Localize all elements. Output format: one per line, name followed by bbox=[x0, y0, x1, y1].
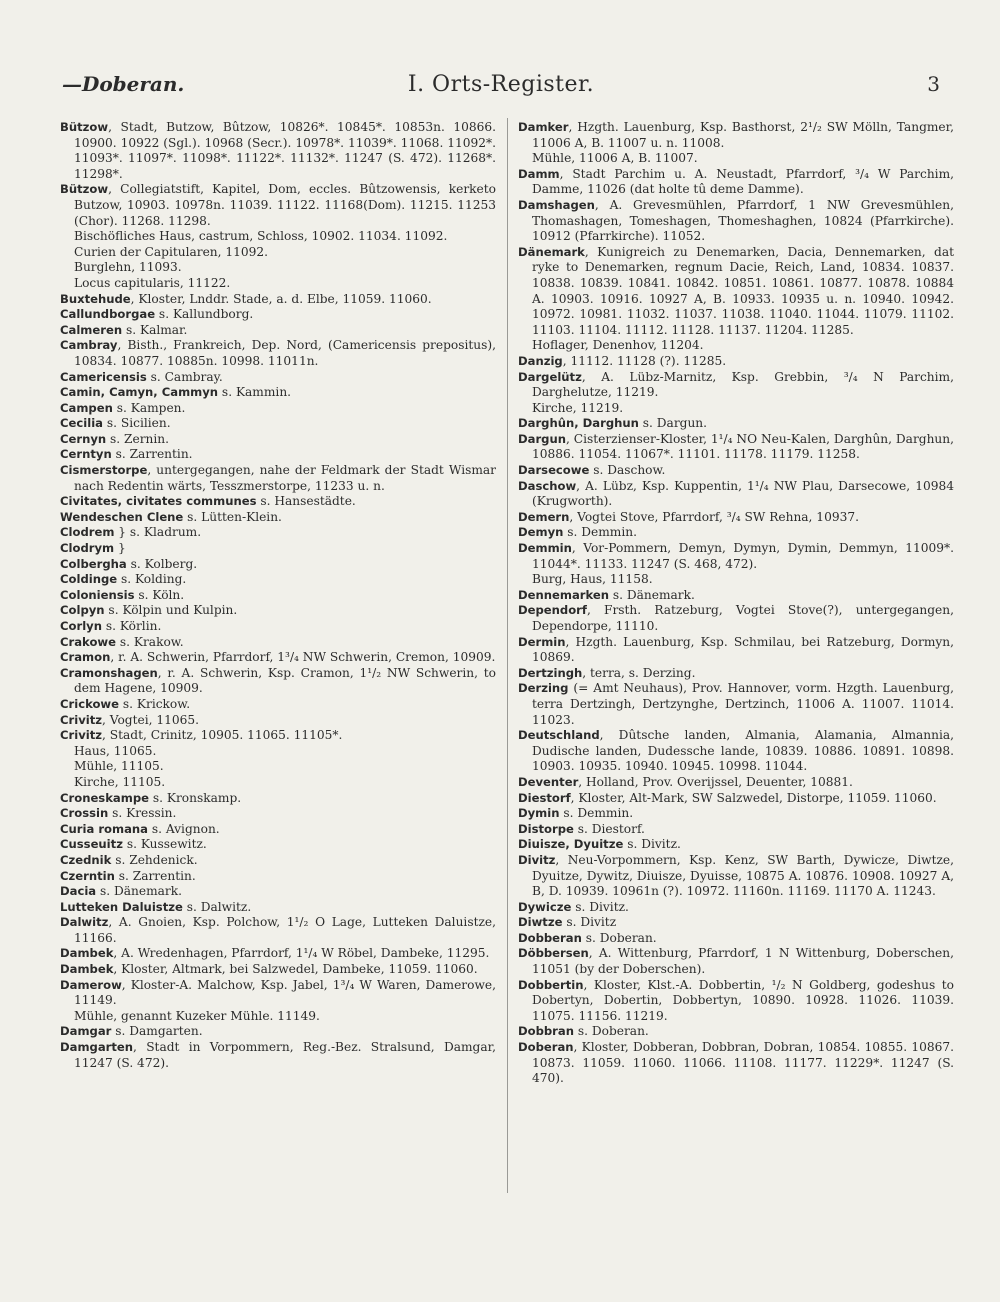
entry-text: s. Kressin. bbox=[108, 806, 177, 821]
entry-text: s. Kampen. bbox=[112, 400, 186, 415]
page-title: I. Orts-Register. bbox=[407, 72, 595, 97]
entry-text: , Frsth. Ratzeburg, Vogtei Stove(?), untergegangen, Dependorpe, 11110. bbox=[532, 603, 954, 633]
entry-term: Cambray bbox=[60, 338, 118, 353]
index-entry bbox=[518, 510, 954, 526]
index-entry bbox=[518, 167, 954, 198]
entry-term: Danzig bbox=[518, 353, 563, 368]
page-header bbox=[62, 72, 940, 104]
entry-term: Dymin bbox=[518, 806, 560, 821]
entry-text: s. Dänemark. bbox=[96, 884, 183, 899]
index-entry bbox=[60, 494, 496, 510]
entry-text: s. Doberan. bbox=[573, 1024, 649, 1039]
entry-text: , Kloster, Altmark, bei Salzwedel, Dambeke, 11059. 11060. bbox=[113, 962, 478, 977]
index-entry bbox=[518, 588, 954, 604]
entry-term: Dobbran bbox=[518, 1024, 574, 1039]
index-entry bbox=[60, 182, 496, 229]
entry-text: s. Krakow. bbox=[116, 634, 184, 649]
entry-text: s. Avignon. bbox=[147, 821, 220, 836]
entry-term: Crossin bbox=[60, 806, 109, 821]
entry-text: } bbox=[114, 541, 126, 556]
entry-term: Dertzingh bbox=[518, 665, 583, 680]
index-entry bbox=[518, 416, 954, 432]
index-entry bbox=[518, 432, 954, 463]
entry-term: Cramonshagen bbox=[60, 665, 158, 680]
index-entry bbox=[60, 697, 496, 713]
entry-term: Colpyn bbox=[60, 603, 105, 618]
index-entry bbox=[518, 463, 954, 479]
entry-text: , Kunigreich zu Denemarken, Dacia, Dennemarken, dat ryke to Denemarken, regnum Dacie, Reich, Land, 10834. 10837. 10838. 10839. 10841. 10842. 10851. 10861. 10877. 10878. 10884 A. 10903. 10916. 10927 A, B. 10933. 10935 u. n. 10940. 10942. 10972. 10981. 11032. 11037. 11038. 11040. 11044. 11079. 11102. 11103. 11104. 11112. 11128. 11137. 11204. 11285. bbox=[532, 244, 954, 337]
index-entry bbox=[60, 1040, 496, 1071]
index-entry bbox=[60, 323, 496, 339]
entry-term: Dobberan bbox=[518, 930, 582, 945]
index-entry bbox=[60, 401, 496, 417]
entry-term: Clodrym bbox=[60, 541, 115, 556]
entry-text: , A. Lübz-Marnitz, Ksp. Grebbin, ³/₄ N Parchim, Darghelutze, 11219. bbox=[532, 369, 954, 400]
entry-term: Darsecowe bbox=[518, 463, 590, 478]
entry-text: , A. Wittenburg, Pfarrdorf, 1 N Wittenburg, Doberschen, 11051 (by der Doberschen). bbox=[532, 946, 954, 977]
index-entry bbox=[518, 806, 954, 822]
entry-term: Cramon bbox=[60, 650, 111, 665]
index-entry bbox=[518, 946, 954, 977]
index-entry bbox=[518, 822, 954, 838]
index-entry bbox=[518, 525, 954, 541]
entry-text: s. Demmin. bbox=[563, 525, 637, 540]
index-entry bbox=[60, 338, 496, 369]
entry-term: Dargelütz bbox=[518, 369, 582, 384]
entry-term: Crickowe bbox=[60, 696, 120, 711]
left-column bbox=[60, 120, 496, 1071]
entry-text: s. Zernin. bbox=[106, 431, 170, 446]
entry-term: Diuisze, Dyuitze bbox=[518, 837, 624, 852]
entry-text: , terra, s. Derzing. bbox=[582, 665, 696, 680]
entry-term: Dennemarken bbox=[518, 587, 609, 602]
entry-term: Cusseuitz bbox=[60, 837, 123, 852]
entry-term: Cismerstorpe bbox=[60, 463, 148, 478]
index-entry bbox=[518, 978, 954, 1025]
entry-text: , Kloster, Lnddr. Stade, a. d. Elbe, 11059. 11060. bbox=[130, 291, 432, 306]
entry-term: Croneskampe bbox=[60, 790, 149, 805]
entry-term: Damgar bbox=[60, 1024, 112, 1039]
index-entry bbox=[60, 619, 496, 635]
entry-term: Curia romana bbox=[60, 821, 148, 836]
entry-text: s. Divitz. bbox=[623, 837, 681, 852]
index-entry bbox=[60, 603, 496, 619]
entry-term: Camericensis bbox=[60, 369, 147, 384]
index-subentry: Burglehn, 11093. bbox=[74, 260, 182, 275]
entry-term: Derzing bbox=[518, 681, 569, 696]
entry-text: , Dûtsche landen, Almania, Alamania, Almannia, Dudische landen, Dudessche lande, 10839. 10886. 10891. 10898. 10903. 10935. 10940. 10945. 10998. 11044. bbox=[532, 728, 954, 774]
entry-text: s. Kolding. bbox=[117, 572, 187, 587]
entry-text: , Kloster, Alt-Mark, SW Salzwedel, Distorpe, 11059. 11060. bbox=[570, 790, 937, 805]
entry-term: Cernyn bbox=[60, 431, 107, 446]
index-entry bbox=[518, 837, 954, 853]
entry-text: s. Dargun. bbox=[638, 416, 708, 431]
entry-text: s. Dänemark. bbox=[609, 587, 695, 602]
entry-text: (= Amt Neuhaus), Prov. Hannover, vorm. Hzgth. Lauenburg, terra Dertzingh, Dertzynghe, Dertzinch, 11006 A. 11007. 11014. 11023. bbox=[532, 681, 954, 727]
entry-term: Dalwitz bbox=[60, 915, 109, 930]
entry-term: Corlyn bbox=[60, 619, 102, 633]
index-entry bbox=[60, 541, 496, 557]
entry-term: Buxtehude bbox=[60, 291, 131, 306]
index-entry bbox=[60, 915, 496, 946]
index-entry bbox=[518, 775, 954, 791]
index-entry bbox=[60, 822, 496, 838]
entry-term: Cecilia bbox=[60, 416, 103, 431]
right-column bbox=[518, 120, 954, 1087]
index-entry bbox=[518, 541, 954, 572]
entry-text: , Vor-Pommern, Demyn, Dymyn, Dymin, Demmyn, 11009*. 11044*. 11133. 11247 (S. 468, 472). bbox=[532, 541, 954, 571]
index-entry bbox=[518, 479, 954, 510]
index-entry bbox=[518, 853, 954, 900]
index-entry bbox=[518, 354, 954, 370]
entry-text: s. Damgarten. bbox=[111, 1024, 203, 1039]
entry-text: s. Diestorf. bbox=[573, 821, 645, 836]
index-entry bbox=[60, 713, 496, 729]
index-subentry: Mühle, 11006 A, B. 11007. bbox=[532, 151, 698, 166]
index-subentry: Mühle, genannt Kuzeker Mühle. 11149. bbox=[74, 1008, 320, 1023]
entry-term: Bützow bbox=[60, 120, 109, 134]
entry-term: Clodrem bbox=[60, 525, 115, 540]
page-number: 3 bbox=[927, 72, 940, 96]
entry-term: Cerntyn bbox=[60, 447, 112, 462]
index-entry bbox=[60, 307, 496, 323]
entry-term: Damshagen bbox=[518, 197, 595, 212]
entry-term: Dobbertin bbox=[518, 977, 584, 992]
entry-text: s. Doberan. bbox=[581, 930, 657, 945]
entry-text: , Vogtei Stove, Pfarrdorf, ³/₄ SW Rehna, 10937. bbox=[569, 509, 859, 524]
entry-term: Coloniensis bbox=[60, 587, 135, 602]
entry-term: Deventer bbox=[518, 774, 579, 789]
entry-term: Colbergha bbox=[60, 556, 127, 571]
index-entry bbox=[60, 666, 496, 697]
entry-text: , Collegiatstift, Kapitel, Dom, eccles. Bûtzowensis, kerketo Butzow, 10903. 10978n. 11039. 11122. 11168(Dom). 11215. 11253 (Chor). 11268. 11298. bbox=[74, 182, 496, 228]
entry-text: , A. Grevesmühlen, Pfarrdorf, 1 NW Grevesmühlen, Thomashagen, Tomeshagen, Thomeshaghen, 10824 (Pfarrkirche). 10912 (Pfarrkirche). 11052. bbox=[532, 197, 954, 244]
entry-text: , 11112. 11128 (?). 11285. bbox=[562, 353, 727, 368]
index-entry bbox=[60, 1024, 496, 1040]
entry-term: Dambek bbox=[60, 946, 114, 961]
entry-term: Campen bbox=[60, 400, 113, 415]
index-subentry: Kirche, 11105. bbox=[74, 774, 166, 789]
entry-term: Coldinge bbox=[60, 572, 118, 587]
index-entry bbox=[518, 120, 954, 151]
index-entry bbox=[518, 791, 954, 807]
index-entry bbox=[60, 853, 496, 869]
index-entry bbox=[60, 525, 496, 541]
entry-term: Dargun bbox=[518, 431, 566, 446]
entry-text: , Kloster-A. Malchow, Ksp. Jabel, 1³/₄ W Waren, Damerowe, 11149. bbox=[74, 977, 496, 1008]
entry-text: s. Zarrentin. bbox=[111, 447, 193, 462]
index-entry bbox=[60, 635, 496, 651]
index-entry bbox=[518, 915, 954, 931]
entry-term: Camin, Camyn, Cammyn bbox=[60, 385, 219, 400]
index-entry bbox=[518, 728, 954, 775]
index-entry bbox=[518, 370, 954, 401]
entry-text: , Holland, Prov. Overijssel, Deuenter, 10881. bbox=[578, 774, 853, 789]
index-entry bbox=[518, 245, 954, 339]
entry-term: Demern bbox=[518, 509, 570, 524]
entry-text: s. Köln. bbox=[134, 587, 185, 602]
index-entry bbox=[60, 292, 496, 308]
index-entry bbox=[60, 385, 496, 401]
index-entry bbox=[60, 946, 496, 962]
entry-term: Distorpe bbox=[518, 821, 574, 836]
index-subentry: Curien der Capitularen, 11092. bbox=[74, 244, 269, 259]
index-entry bbox=[60, 447, 496, 463]
column-divider bbox=[507, 118, 508, 1193]
entry-text: s. Kallundborg. bbox=[155, 307, 254, 322]
index-subentry: Mühle, 11105. bbox=[74, 759, 164, 774]
entry-term: Daschow bbox=[518, 478, 577, 493]
index-entry bbox=[518, 635, 954, 666]
index-entry bbox=[518, 1024, 954, 1040]
entry-term: Bützow bbox=[60, 182, 109, 197]
index-entry bbox=[60, 650, 496, 666]
entry-term: Dywicze bbox=[518, 899, 572, 914]
entry-term: Doberan bbox=[518, 1040, 574, 1055]
index-entry bbox=[60, 572, 496, 588]
entry-text: , Neu-Vorpommern, Ksp. Kenz, SW Barth, Dywicze, Diwtze, Dyuitze, Dywitz, Diuisze, Dyuisse, 10875 A. 10876. 10908. 10927 A, B, D. 10939. 10961n (?). 10972. 11160n. 11169. 11170 A. 11243. bbox=[532, 852, 954, 899]
entry-text: s. Daschow. bbox=[589, 463, 666, 478]
entry-text: , Kloster, Dobberan, Dobbran, Dobran, 10854. 10855. 10867. 10873. 11059. 11060. 11066. 11108. 11177. 11229*. 11247 (S. 470). bbox=[532, 1040, 954, 1086]
entry-term: Deutschland bbox=[518, 728, 600, 743]
entry-text: , Vogtei, 11065. bbox=[102, 712, 200, 727]
entry-text: , Stadt in Vorpommern, Reg.-Bez. Stralsund, Damgar, 11247 (S. 472). bbox=[74, 1040, 496, 1070]
entry-term: Dermin bbox=[518, 634, 566, 649]
entry-term: Dacia bbox=[60, 884, 97, 899]
entry-term: Lutteken Daluistze bbox=[60, 899, 183, 914]
index-entry bbox=[518, 603, 954, 634]
index-subentry: Haus, 11065. bbox=[74, 743, 157, 758]
entry-text: , Stadt Parchim u. A. Neustadt, Pfarrdorf, ³/₄ W Parchim, Damme, 11026 (dat holte tû deme Damme). bbox=[532, 166, 954, 197]
index-subentry: Hoflager, Denenhov, 11204. bbox=[532, 338, 704, 353]
entry-text: s. Sicilien. bbox=[103, 416, 171, 431]
entry-text: s. Krickow. bbox=[119, 696, 191, 711]
index-entry bbox=[60, 791, 496, 807]
entry-term: Damgarten bbox=[60, 1040, 134, 1055]
entry-term: Czerntin bbox=[60, 868, 115, 883]
index-subentry: Kirche, 11219. bbox=[532, 400, 624, 415]
entry-text: , Stadt, Butzow, Bûtzow, 10826*. 10845*. 10853n. 10866. 10900. 10922 (Sgl.). 10968 (Secr.). 10978*. 11039*. 11068. 11092*. 11093*. 11097*. 11098*. 11122*. 11132*. 11247 (S. 472). 11268*. 11298*. bbox=[74, 120, 496, 181]
entry-text: , A. Wredenhagen, Pfarrdorf, 1¹/₄ W Röbel, Dambeke, 11295. bbox=[113, 946, 490, 961]
entry-text: s. Kolberg. bbox=[126, 556, 198, 571]
entry-term: Crivitz bbox=[60, 728, 103, 743]
entry-term: Calmeren bbox=[60, 322, 123, 337]
entry-text: s. Dalwitz. bbox=[182, 899, 252, 914]
index-entry bbox=[60, 557, 496, 573]
entry-text: s. Divitz bbox=[562, 915, 617, 930]
entry-text: , A. Lübz, Ksp. Kuppentin, 1¹/₄ NW Plau, Darsecowe, 10984 (Krugworth). bbox=[532, 478, 954, 509]
index-entry bbox=[60, 837, 496, 853]
index-entry bbox=[518, 931, 954, 947]
entry-text: , Hzgth. Lauenburg, Ksp. Basthorst, 2¹/₂ SW Mölln, Tangmer, 11006 A, B. 11007 u. n. 11008. bbox=[532, 120, 954, 150]
index-entry bbox=[518, 681, 954, 728]
entry-text: s. Kalmar. bbox=[122, 322, 188, 337]
entry-term: Crivitz bbox=[60, 712, 103, 727]
entry-term: Damker bbox=[518, 120, 569, 134]
entry-text: , Cisterzienser-Kloster, 1¹/₄ NO Neu-Kalen, Darghûn, Darghun, 10886. 11054. 11067*. 11101. 11178. 11179. 11258. bbox=[532, 431, 954, 462]
entry-term: Döbbersen bbox=[518, 946, 589, 961]
entry-text: s. Zehdenick. bbox=[111, 852, 198, 867]
entry-text: , Kloster, Klst.-A. Dobbertin, ¹/₂ N Goldberg, godeshus to Dobertyn, Dobertin, Dobbertyn, 10890. 10928. 11026. 11039. 11075. 11156. 11219. bbox=[532, 977, 954, 1023]
index-entry bbox=[518, 1040, 954, 1087]
entry-text: , A. Gnoien, Ksp. Polchow, 1¹/₂ O Lage, Lutteken Daluistze, 11166. bbox=[74, 915, 496, 945]
entry-text: , Stadt, Crinitz, 10905. 11065. 11105*. bbox=[102, 728, 343, 743]
index-subentry: Locus capitularis, 11122. bbox=[74, 275, 231, 290]
entry-term: Damm bbox=[518, 166, 560, 181]
entry-text: , untergegangen, nahe der Feldmark der Stadt Wismar nach Redentin wärts, Tesszmerstorpe, 11233 u. n. bbox=[74, 463, 496, 493]
entry-term: Diwtze bbox=[518, 915, 563, 930]
index-entry bbox=[60, 962, 496, 978]
entry-term: Dependorf bbox=[518, 603, 587, 618]
index-entry bbox=[60, 370, 496, 386]
index-entry bbox=[518, 666, 954, 682]
index-entry bbox=[60, 120, 496, 182]
index-entry bbox=[60, 978, 496, 1009]
index-entry bbox=[60, 416, 496, 432]
index-entry bbox=[60, 463, 496, 494]
index-entry bbox=[60, 869, 496, 885]
entry-term: Civitates, civitates communes bbox=[60, 494, 257, 509]
entry-text: s. Kussewitz. bbox=[122, 837, 207, 852]
entry-term: Damerow bbox=[60, 977, 122, 992]
entry-text: s. Divitz. bbox=[571, 899, 629, 914]
entry-term: Demyn bbox=[518, 525, 564, 540]
entry-text: s. Kronskamp. bbox=[149, 790, 242, 805]
index-entry bbox=[60, 900, 496, 916]
index-entry bbox=[518, 900, 954, 916]
entry-term: Dänemark bbox=[518, 244, 585, 259]
entry-text: , Bisth., Frankreich, Dep. Nord, (Camericensis prepositus), 10834. 10877. 10885n. 10998. 11011n. bbox=[74, 338, 496, 368]
entry-text: } s. Kladrum. bbox=[114, 525, 202, 540]
running-head-left: —Doberan. bbox=[62, 72, 185, 96]
entry-term: Dambek bbox=[60, 962, 114, 977]
entry-term: Wendeschen Clene bbox=[60, 509, 184, 524]
entry-text: s. Demmin. bbox=[559, 806, 634, 821]
entry-text: s. Kölpin und Kulpin. bbox=[104, 603, 238, 618]
index-entry bbox=[60, 510, 496, 526]
entry-text: , r. A. Schwerin, Ksp. Cramon, 1¹/₂ NW Schwerin, to dem Hagene, 10909. bbox=[74, 665, 496, 696]
entry-term: Darghûn, Darghun bbox=[518, 416, 639, 431]
entry-text: s. Hansestädte. bbox=[256, 494, 356, 509]
index-entry bbox=[60, 432, 496, 448]
index-entry bbox=[60, 588, 496, 604]
entry-text: , r. A. Schwerin, Pfarrdorf, 1³/₄ NW Schwerin, Cremon, 10909. bbox=[110, 650, 496, 665]
index-entry bbox=[60, 806, 496, 822]
entry-term: Demmin bbox=[518, 541, 572, 556]
index-subentry: Burg, Haus, 11158. bbox=[532, 572, 653, 587]
index-subentry: Bischöfliches Haus, castrum, Schloss, 10902. 11034. 11092. bbox=[74, 229, 448, 244]
entry-text: s. Zarrentin. bbox=[114, 868, 196, 883]
entry-term: Diestorf bbox=[518, 790, 571, 805]
entry-text: s. Lütten-Klein. bbox=[183, 509, 282, 524]
index-entry bbox=[60, 884, 496, 900]
entry-text: s. Körlin. bbox=[101, 619, 162, 633]
entry-text: s. Cambray. bbox=[146, 369, 223, 384]
entry-term: Crakowe bbox=[60, 634, 116, 649]
entry-term: Czednik bbox=[60, 852, 112, 867]
entry-text: , Hzgth. Lauenburg, Ksp. Schmilau, bei Ratzeburg, Dormyn, 10869. bbox=[532, 634, 954, 665]
entry-term: Divitz bbox=[518, 852, 556, 867]
index-entry bbox=[60, 728, 496, 744]
entry-text: s. Kammin. bbox=[218, 385, 292, 400]
entry-term: Callundborgae bbox=[60, 307, 156, 322]
index-entry bbox=[518, 198, 954, 245]
